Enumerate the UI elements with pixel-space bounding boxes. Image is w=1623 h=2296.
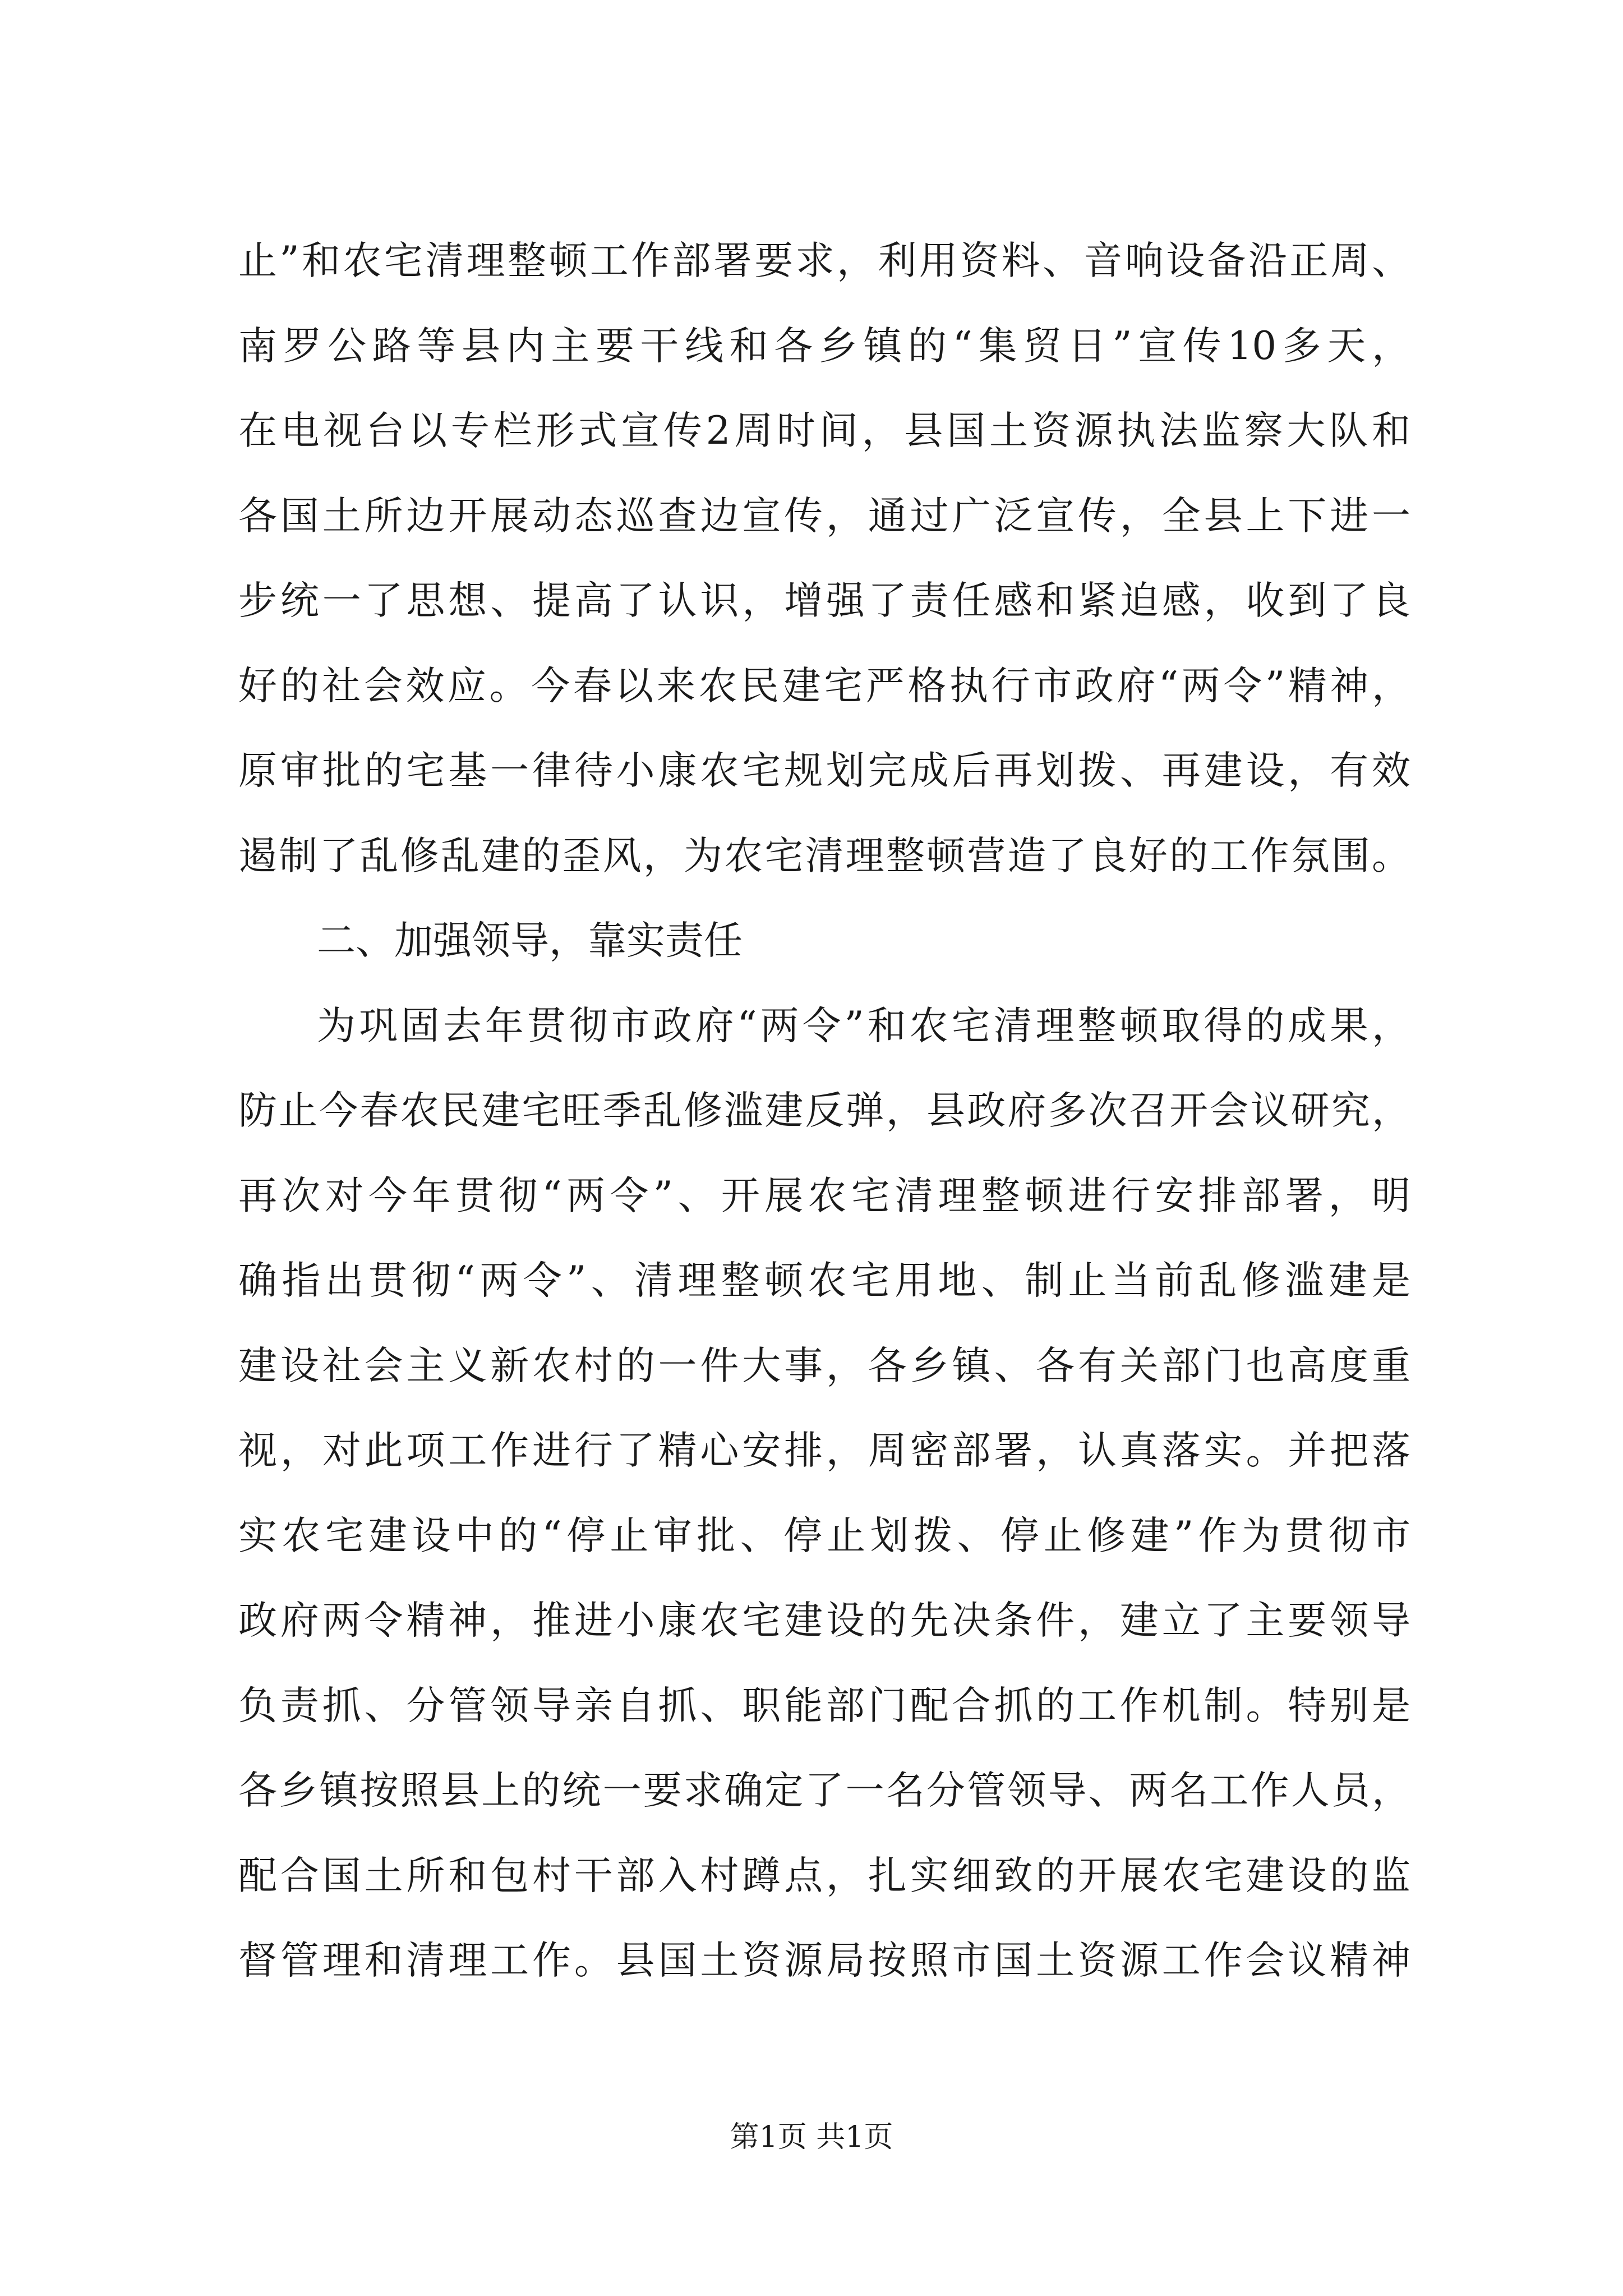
text-line: 南罗公路等县内主要干线和各乡镇的“集贸日”宣传10多天， [238, 323, 1410, 369]
text-line: 原审批的宅基一律待小康农宅规划完成后再划拨、再建设，有效 [238, 748, 1410, 793]
text-line: 在电视台以专栏形式宣传2周时间，县国土资源执法监察大队和 [238, 408, 1410, 453]
text-line: 各乡镇按照县上的统一要求确定了一名分管领导、两名工作人员， [238, 1768, 1410, 1813]
section-heading: 二、加强领导，靠实责任 [317, 918, 743, 963]
text-line: 负责抓、分管领导亲自抓、职能部门配合抓的工作机制。特别是 [238, 1683, 1410, 1728]
text-line: 好的社会效应。今春以来农民建宅严格执行市政府“两令”精神， [238, 663, 1410, 708]
text-line: 防止今春农民建宅旺季乱修滥建反弹，县政府多次召开会议研究， [238, 1088, 1410, 1133]
text-line: 视，对此项工作进行了精心安排，周密部署，认真落实。并把落 [238, 1428, 1410, 1473]
page-number-footer: 第1页 共1页 [730, 2120, 893, 2154]
text-line: 止”和农宅清理整顿工作部署要求，利用资料、音响设备沿正周、 [238, 238, 1410, 283]
text-line: 督管理和清理工作。县国土资源局按照市国土资源工作会议精神 [238, 1938, 1410, 1983]
text-line: 实农宅建设中的“停止审批、停止划拨、停止修建”作为贯彻市 [238, 1513, 1410, 1558]
text-line: 各国土所边开展动态巡查边宣传，通过广泛宣传，全县上下进一 [238, 493, 1410, 539]
document-body [238, 219, 1410, 2004]
text-line: 配合国土所和包村干部入村蹲点，扎实细致的开展农宅建设的监 [238, 1853, 1410, 1898]
text-line: 确指出贯彻“两令”、清理整顿农宅用地、制止当前乱修滥建是 [238, 1258, 1410, 1303]
text-line: 步统一了思想、提高了认识，增强了责任感和紧迫感，收到了良 [238, 578, 1410, 623]
text-line: 再次对今年贯彻“两令”、开展农宅清理整顿进行安排部署，明 [238, 1173, 1410, 1218]
paragraph-first-line: 为巩固去年贯彻市政府“两令”和农宅清理整顿取得的成果， [317, 1003, 1410, 1048]
text-line: 建设社会主义新农村的一件大事，各乡镇、各有关部门也高度重 [238, 1343, 1410, 1388]
text-line: 政府两令精神，推进小康农宅建设的先决条件，建立了主要领导 [238, 1598, 1410, 1643]
text-line: 遏制了乱修乱建的歪风，为农宅清理整顿营造了良好的工作氛围。 [238, 833, 1410, 878]
